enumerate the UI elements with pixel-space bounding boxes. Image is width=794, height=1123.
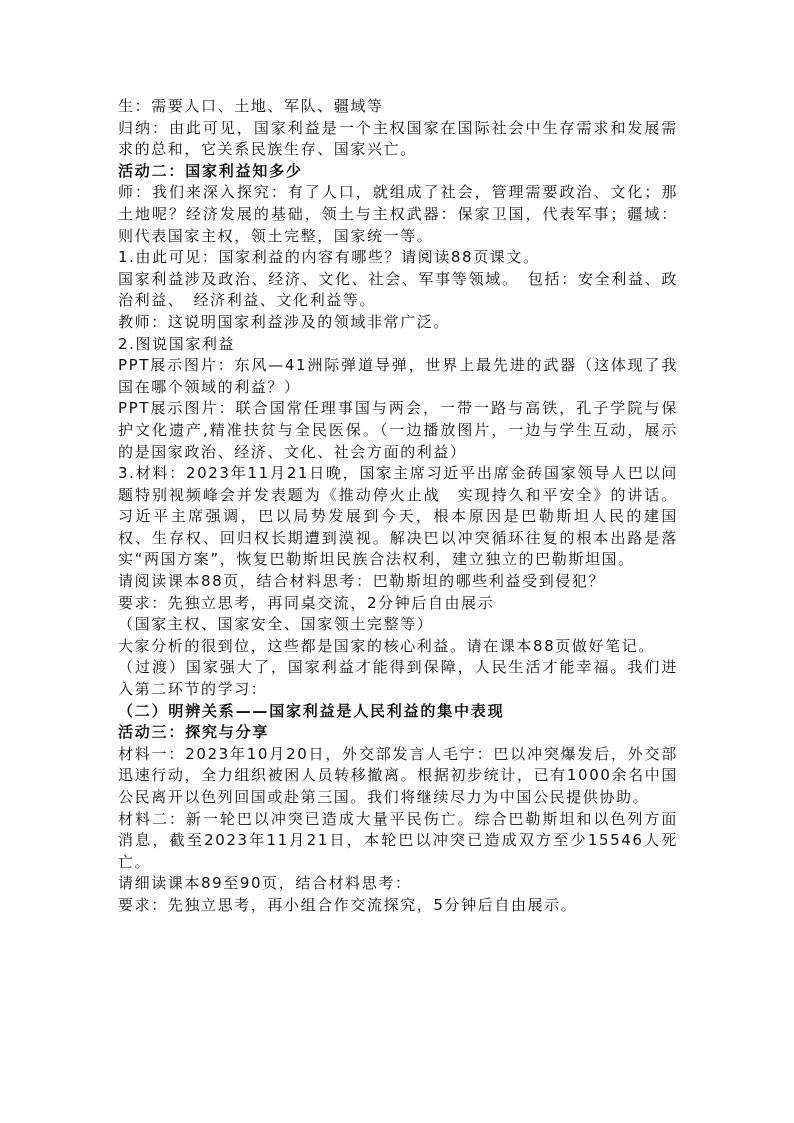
paragraph-requirement-one: 要求：先独立思考，再同桌交流，2分钟后自由展示	[118, 593, 495, 612]
paragraph-interest-fields: 国家利益涉及政治、经济、文化、社会、军事等领域。 包括：安全利益、政治利益、 经济利益、文化利益等。	[118, 269, 678, 310]
paragraph-ppt-missile: PPT展示图片：东风—41洲际弹道导弹，世界上最先进的武器（这体现了我国在哪个领域的利益？）	[118, 356, 678, 396]
document-page	[118, 96, 678, 917]
paragraph-summary: 归纳：由此可见，国家利益是一个主权国家在国际社会中生存需求和发展需求的总和，它关系民族生存、国家兴亡。	[118, 118, 678, 159]
paragraph-material-two: 材料二：新一轮巴以冲突已造成大量平民伤亡。综合巴勒斯坦和以色列方面消息，截至2023年11月21日，本轮巴以冲突已造成双方至少15546人死亡。	[118, 809, 678, 871]
heading-activity-three: 活动三：探究与分享	[118, 723, 270, 742]
paragraph-teacher-explore: 师：我们来深入探究：有了人口，就组成了社会，管理需要政治、文化；那土地呢？经济发展的基础，领土与主权武器：保家卫国，代表军事；疆域：则代表国家主权，领土完整，国家统一等。	[118, 183, 678, 245]
paragraph-requirement-two: 要求：先独立思考，再小组合作交流探究，5分钟后自由展示。	[118, 895, 578, 914]
paragraph-material-one: 材料一：2023年10月20日，外交部发言人毛宁：巴以冲突爆发后，外交部迅速行动，全力组织被困人员转移撤离。根据初步统计，已有1000余名中国公民离开以色列回国或赴第三国。我们将继续尽力为中国公民提供协助。	[118, 744, 678, 806]
paragraph-answer-core: （国家主权、国家安全、国家领土完整等）	[118, 615, 434, 634]
paragraph-transition: （过渡）国家强大了，国家利益才能得到保障，人民生活才能幸福。我们进入第二环节的学习：	[118, 658, 678, 699]
paragraph-reading-question: 请阅读课本88页，结合材料思考：巴勒斯坦的哪些利益受到侵犯？	[118, 572, 606, 591]
paragraph-reading-89-90: 请细读课本89至90页，结合材料思考：	[118, 874, 412, 893]
heading-activity-two: 活动二：国家利益知多少	[118, 161, 303, 180]
paragraph-picture-title: 2.图说国家利益	[118, 334, 236, 353]
paragraph-teacher-note: 教师：这说明国家利益涉及的领域非常广泛。	[118, 312, 451, 331]
paragraph-material-three: 3.材料：2023年11月21日晚，国家主席习近平出席金砖国家领导人巴以问题特别视频峰会并发表题为《推动停火止战 实现持久和平安全》的讲话。习近平主席强调，巴以局势发展到今天，根本原因是巴勒斯坦人民的建国权、生存权、回归权长期遭到漠视。解决巴以冲突循环往复的根本出路是落实“两国方案”，恢复巴勒斯坦民族合法权利，建立独立的巴勒斯坦国。	[118, 464, 678, 569]
paragraph-question-one: 1.由此可见：国家利益的内容有哪些？请阅读88页课文。	[118, 248, 540, 267]
heading-section-two: （二）明辨关系——国家利益是人民利益的集中表现	[118, 701, 505, 720]
paragraph-student-answer: 生：需要人口、土地、军队、疆域等	[118, 97, 384, 115]
paragraph-ppt-images: PPT展示图片：联合国常任理事国与两会，一带一路与高铁，孔子学院与保护文化遗产,精准扶贫与全民医保。（一边播放图片，一边与学生互动，展示的是国家政治、经济、文化、社会方面的利益）	[118, 399, 678, 461]
paragraph-notes: 大家分析的很到位，这些都是国家的核心利益。请在课本88页做好笔记。	[118, 636, 655, 655]
